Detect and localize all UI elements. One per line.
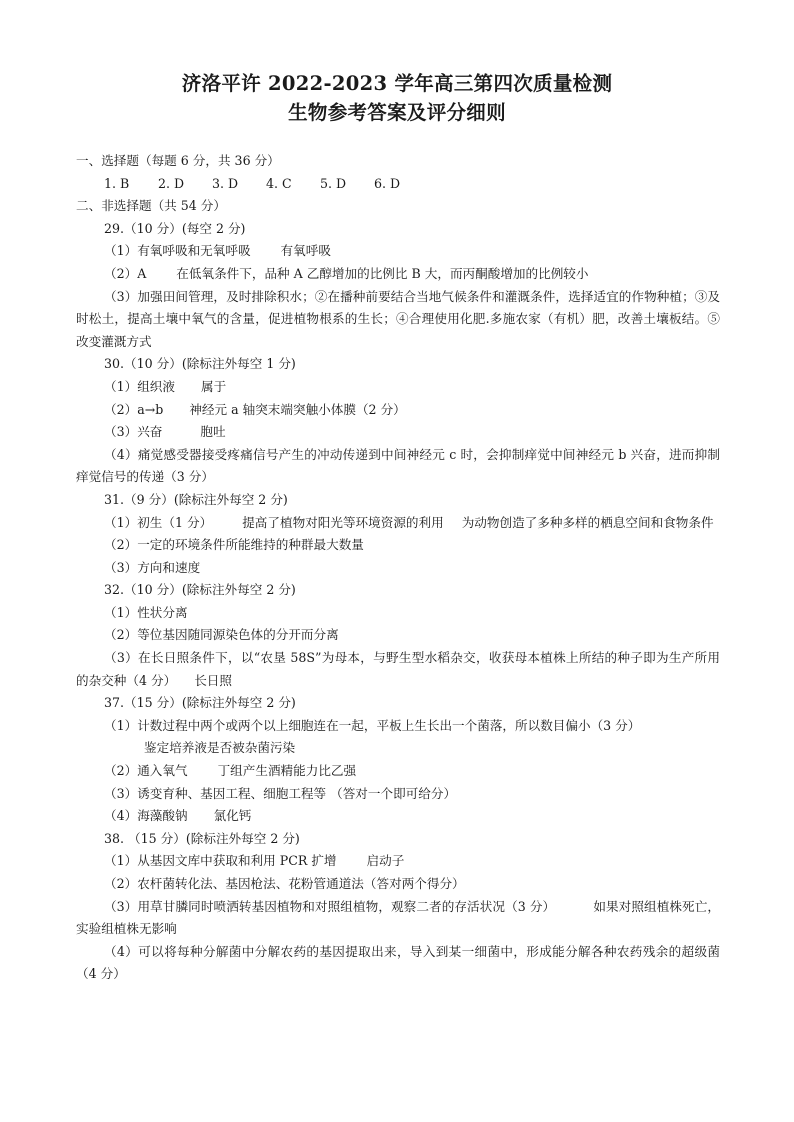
answer-content <box>76 150 720 986</box>
q30-answer-3-a: （3）兴奋 <box>104 424 163 440</box>
q30-answer-3 <box>76 421 720 444</box>
q38-answer-3-a: （3）用草甘膦同时喷洒转基因植物和对照组植物，观察二者的存活状况（3 分） <box>104 898 556 914</box>
q38-answer-4: （4）可以将每种分解菌中分解农药的基因提取出来，导入到某一细菌中，形成能分解各种农药残余的超级菌（4 分） <box>76 943 720 982</box>
q37-answer-4 <box>76 805 720 828</box>
q38-answer-2: （2）农杆菌转化法、基因枪法、花粉管通道法（答对两个得分） <box>104 876 465 891</box>
q30-answer-2-b: 神经元 a 轴突末端突触小体膜（2 分） <box>189 401 406 417</box>
mc-answer: 3. D <box>212 175 239 191</box>
q32-answer-3-a: （3）在长日照条件下，以“农垦 58S”为母本，与野生型水稻杂交，收获母本植株上所结的种子即为生产所用的杂交种（4 分） <box>76 650 720 688</box>
q37-answer-4-a: （4）海藻酸钠 <box>104 808 188 824</box>
section2-heading: 二、非选择题（共 54 分） <box>76 198 226 214</box>
q29-answer-3: （3）加强田间管理，及时排除积水；②在播种前要结合当地气候条件和灌溉条件，选择适宜的作物种植；③及时松土，提高土壤中氧气的含量，促进植物根系的生长；④合理使用化肥.多施农家（有机）肥，改善土壤板结。⑤改变灌溉方式 <box>76 288 720 349</box>
q30-answer-3-b: 胞吐 <box>200 424 226 440</box>
q37-answer-2 <box>76 760 720 783</box>
q30-answer-1-b: 属于 <box>200 378 227 394</box>
q37-heading: 37.（15 分）(除标注外每空 2 分) <box>104 695 296 711</box>
q31-answer-3: （3）方向和速度 <box>104 559 201 575</box>
q29-answer-1-a: （1）有氧呼吸和无氧呼吸 <box>104 243 251 259</box>
q37-answer-1: （1）计数过程中两个或两个以上细胞连在一起，平板上生长出一个菌落，所以数目偏小（3 分） <box>104 717 641 733</box>
mc-answer: 6. D <box>374 175 401 191</box>
section1-heading: 一、选择题（每题 6 分，共 36 分） <box>76 153 280 168</box>
q29-answer-2-b: 在低氧条件下，品种 A 乙醇增加的比例比 B 大，而丙酮酸增加的比例较小 <box>176 265 589 281</box>
q30-answer-2-a: （2）a→b <box>104 401 164 417</box>
q38-answer-3 <box>76 896 720 941</box>
q37-answer-2-b: 丁组产生酒精能力比乙强 <box>217 763 357 779</box>
q31-answer-1 <box>76 512 720 535</box>
q31-answer-1-b: 提高了植物对阳光等环境资源的利用 <box>242 514 444 530</box>
mc-answer: 4. C <box>266 175 292 191</box>
mc-answer: 5. D <box>320 175 347 191</box>
q30-answer-4: （4）痛觉感受器接受疼痛信号产生的冲动传递到中间神经元 c 时，会抑制痒觉中间神经元 b 兴奋，进而抑制痒觉信号的传递（3 分） <box>76 446 720 485</box>
q29-answer-1 <box>76 240 720 263</box>
q38-answer-1-b: 启动子 <box>366 853 405 869</box>
mc-answer: 1. B <box>104 175 130 191</box>
q31-answer-2: （2）一定的环境条件所能维持的种群最大数量 <box>104 537 364 553</box>
q29-answer-2 <box>76 263 720 286</box>
q30-answer-1 <box>76 376 720 399</box>
q32-heading: 32.（10 分）(除标注外每空 2 分) <box>104 582 296 598</box>
mc-answer: 2. D <box>158 175 185 191</box>
q29-answer-1-b: 有氧呼吸 <box>280 243 331 259</box>
q38-answer-1-a: （1）从基因文库中获取和利用 PCR 扩增 <box>104 853 337 869</box>
q37-answer-2-a: （2）通入氧气 <box>104 763 188 779</box>
q31-answer-1-c: 为动物创造了多种多样的栖息空间和食物条件 <box>461 514 714 530</box>
q32-answer-3-b: 长日照 <box>194 672 232 688</box>
q31-heading: 31.（9 分）(除标注外每空 2 分) <box>104 491 288 507</box>
q38-heading: 38. （15 分）(除标注外每空 2 分) <box>104 830 300 846</box>
q32-answer-2: （2）等位基因随同源染色体的分开而分离 <box>104 627 339 643</box>
q30-heading: 30.（10 分）(除标注外每空 1 分) <box>104 356 296 372</box>
q30-answer-1-a: （1）组织液 <box>104 378 175 394</box>
page-subtitle: 生物参考答案及评分细则 <box>288 101 506 124</box>
q37-answer-1-b: 鉴定培养液是否被杂菌污染 <box>144 740 296 756</box>
mc-answers-row <box>76 173 720 196</box>
q31-answer-1-a: （1）初生（1 分） <box>104 514 213 530</box>
q32-answer-1: （1）性状分离 <box>104 604 188 620</box>
q32-answer-3 <box>76 647 720 692</box>
q37-answer-4-b: 氯化钙 <box>213 808 252 824</box>
q30-answer-2 <box>76 399 720 422</box>
q38-answer-3-b: 如果对照组植株死亡，实验组植株无影响 <box>76 898 721 937</box>
q29-answer-2-a: （2）A <box>104 265 147 281</box>
q38-answer-1 <box>76 850 720 873</box>
q37-answer-3: （3）诱变育种、基因工程、细胞工程等 （答对一个即可给分） <box>104 785 457 801</box>
q29-heading: 29.（10 分）(每空 2 分) <box>104 220 246 236</box>
page-title: 济洛平许 2022-2023 学年高三第四次质量检测 <box>181 72 613 95</box>
